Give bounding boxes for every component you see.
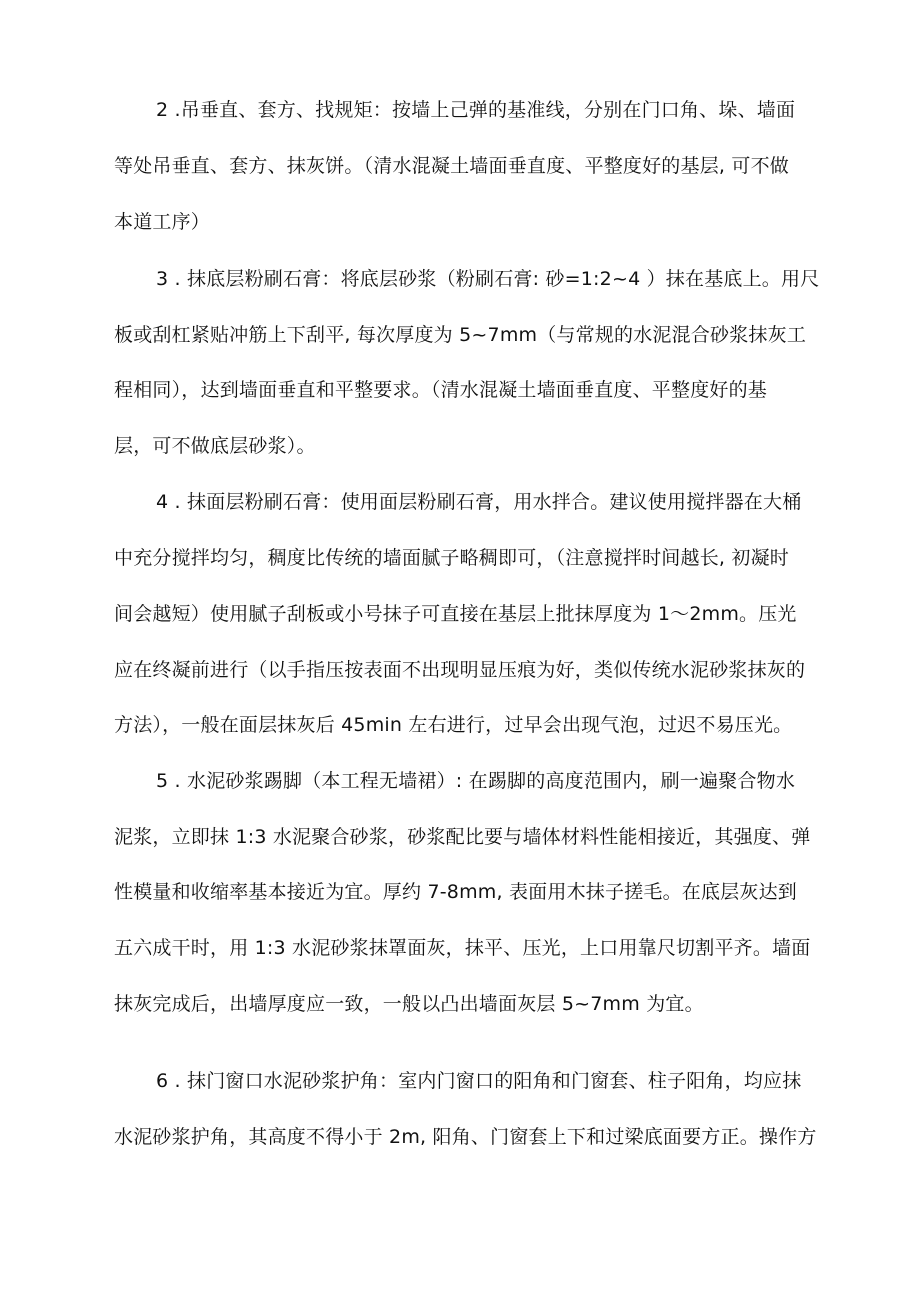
text-line: 5 . 水泥砂浆踢脚（本工程无墙裙）: 在踢脚的高度范围内，刷一遍聚合物水 bbox=[156, 770, 796, 792]
text-line: 4 . 抹面层粉刷石膏：使用面层粉刷石膏，用水拌合。建议使用搅拌器在大桶 bbox=[156, 491, 802, 513]
text-line: 2 .吊垂直、套方、找规矩：按墙上己弹的基准线，分别在门口角、垛、墙面 bbox=[156, 99, 796, 121]
text-line: 水泥砂浆护角，其高度不得小于 2m, 阳角、门窗套上下和过梁底面要方正。操作方 bbox=[114, 1126, 817, 1148]
text-line: 性模量和收缩率基本接近为宜。厚约 7-8mm, 表面用木抹子搓毛。在底层灰达到 bbox=[114, 881, 797, 903]
text-line: 抹灰完成后，出墙厚度应一致，一般以凸出墙面灰层 5~7mm 为宜。 bbox=[114, 993, 704, 1015]
text-line: 应在终凝前进行（以手指压按表面不出现明显压痕为好，类似传统水泥砂浆抹灰的 bbox=[114, 659, 806, 681]
text-line: 板或刮杠紧贴冲筋上下刮平, 每次厚度为 5~7mm（与常规的水泥混合砂浆抹灰工 bbox=[114, 324, 807, 346]
text-line: 程相同），达到墙面垂直和平整要求。（清水混凝土墙面垂直度、平整度好的基 bbox=[114, 379, 768, 401]
text-line: 五六成干时，用 1:3 水泥砂浆抹罩面灰，抹平、压光，上口用靠尺切割平齐。墙面 bbox=[114, 937, 811, 959]
text-line: 等处吊垂直、套方、抹灰饼。（清水混凝土墙面垂直度、平整度好的基层, 可不做 bbox=[114, 155, 789, 177]
text-line: 3 . 抹底层粉刷石膏：将底层砂浆（粉刷石膏: 砂=1:2~4 ）抹在基底上。用尺 bbox=[156, 268, 820, 290]
text-line: 本道工序） bbox=[114, 211, 211, 233]
text-line: 泥浆，立即抹 1:3 水泥聚合砂浆，砂浆配比要与墙体材料性能相接近，其强度、弹 bbox=[114, 826, 811, 848]
text-line: 6 . 抹门窗口水泥砂浆护角：室内门窗口的阳角和门窗套、柱子阳角，均应抹 bbox=[156, 1070, 802, 1092]
text-line: 方法），一般在面层抹灰后 45min 左右进行，过早会出现气泡，过迟不易压光。 bbox=[114, 714, 793, 736]
text-line: 层，可不做底层砂浆）。 bbox=[114, 435, 316, 457]
text-line: 间会越短）使用腻子刮板或小号抹子可直接在基层上批抹厚度为 1～2mm。压光 bbox=[114, 603, 797, 625]
text-line: 中充分搅拌均匀，稠度比传统的墙面腻子略稠即可，（注意搅拌时间越长, 初凝时 bbox=[114, 547, 789, 569]
